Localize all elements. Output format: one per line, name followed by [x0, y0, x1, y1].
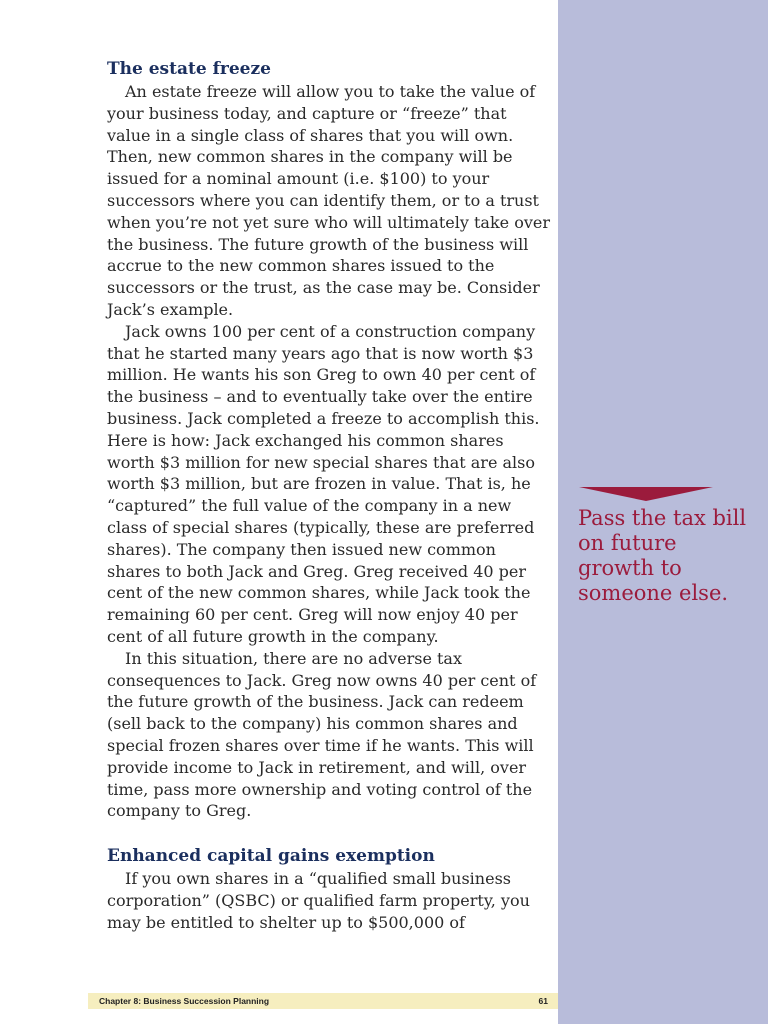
footer-chapter-title: Chapter 8: Business Succession Planning [99, 996, 270, 1006]
paragraph: Jack owns 100 per cent of a construction company that he started many years ago that is now worth $3 million. He wants his son Greg to own 40 per cent of the business – and to eventually take over the entire business. Jack completed a freeze to accomplish this. Here is how: Jack exchanged his common shares worth $3 million for new special shares that are also worth $3 million, but are frozen in value. That is, he “captured” the full value of the company in a new class of special shares (typically, these are preferred shares). The company then issued new common shares to both Jack and Greg. Greg received 40 per cent of the new common shares, while Jack took the remaining 60 per cent. Greg will now enjoy 40 per cent of all future growth in the company. [107, 321, 540, 646]
page-footer [88, 993, 558, 1009]
section-spacer [107, 822, 552, 844]
article-body [107, 57, 552, 933]
section-heading-estate-freeze: The estate freeze [107, 59, 271, 79]
paragraph: In this situation, there are no adverse tax consequences to Jack. Greg now owns 40 per cent of the future growth of the business. Jack can redeem (sell back to the company) his common shares and special frozen shares over time if he wants. This will provide income to Jack in retirement, and will, over time, pass more ownership and voting control of the company to Greg. [107, 648, 537, 821]
footer-page-number: 61 [538, 996, 548, 1006]
pull-quote: Pass the tax bill on future growth to someone else. [578, 506, 747, 605]
paragraph: An estate freeze will allow you to take the value of your business today, and capture or “freeze” that value in a single class of shares that you will own. Then, new common shares in the company will be issued for a nominal amount (i.e. $100) to your successors where you can identify them, or to a trust when you’re not yet sure who will ultimately take over the business. The future growth of the business will accrue to the new common shares issued to the successors or the trust, as the case may be. Consider Jack’s example. [107, 82, 550, 319]
pull-quote-marker-icon [579, 487, 713, 501]
section-heading-capital-gains: Enhanced capital gains exemption [107, 846, 435, 867]
paragraph: If you own shares in a “qualified small business corporation” (QSBC) or qualified farm property, you may be entitled to shelter up to $500,000 of [107, 869, 530, 932]
